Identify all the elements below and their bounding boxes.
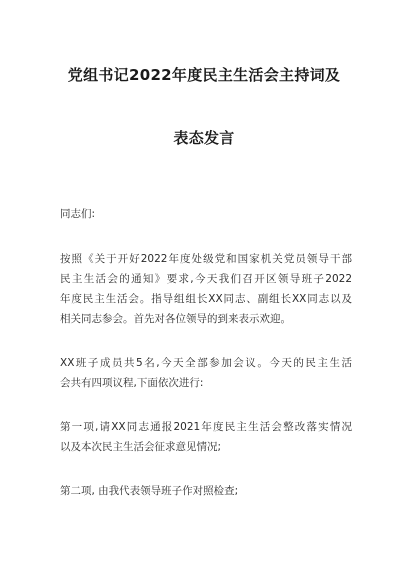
paragraph-line: 按照《关于开好2022年度处级党和国家机关党员领导干部 [60, 253, 352, 265]
paragraph-2 [60, 353, 352, 393]
greeting-text: 同志们: [60, 208, 96, 220]
paragraph-1 [60, 249, 352, 329]
paragraph-line: XX班子成员共5名,今天全部参加会议。今天的民主生活 [60, 357, 352, 369]
paragraph-4 [60, 481, 352, 501]
paragraph-line: 会共有四项议程,下面依次进行: [60, 377, 204, 389]
paragraph-line: 以及本次民主生活会征求意见情况; [60, 441, 222, 453]
paragraph-3 [60, 417, 352, 457]
paragraph-line: 相关同志参会。首先对各位领导的到来表示欢迎。 [60, 313, 291, 325]
document-title-line-2: 表态发言 [173, 129, 235, 147]
document-title-line-1: 党组书记2022年度民主生活会主持词及 [67, 66, 341, 84]
paragraph-line: 民主生活会的通知》要求,今天我们召开区领导班子2022 [60, 273, 352, 285]
paragraph-line: 第一项,请XX同志通报2021年度民主生活会整改落实情况 [60, 421, 352, 433]
paragraph-line: 年度民主生活会。指导组组长XX同志、副组长XX同志以及 [60, 293, 352, 305]
greeting [60, 204, 352, 224]
paragraph-line: 第二项, 由我代表领导班子作对照检查; [60, 485, 239, 497]
